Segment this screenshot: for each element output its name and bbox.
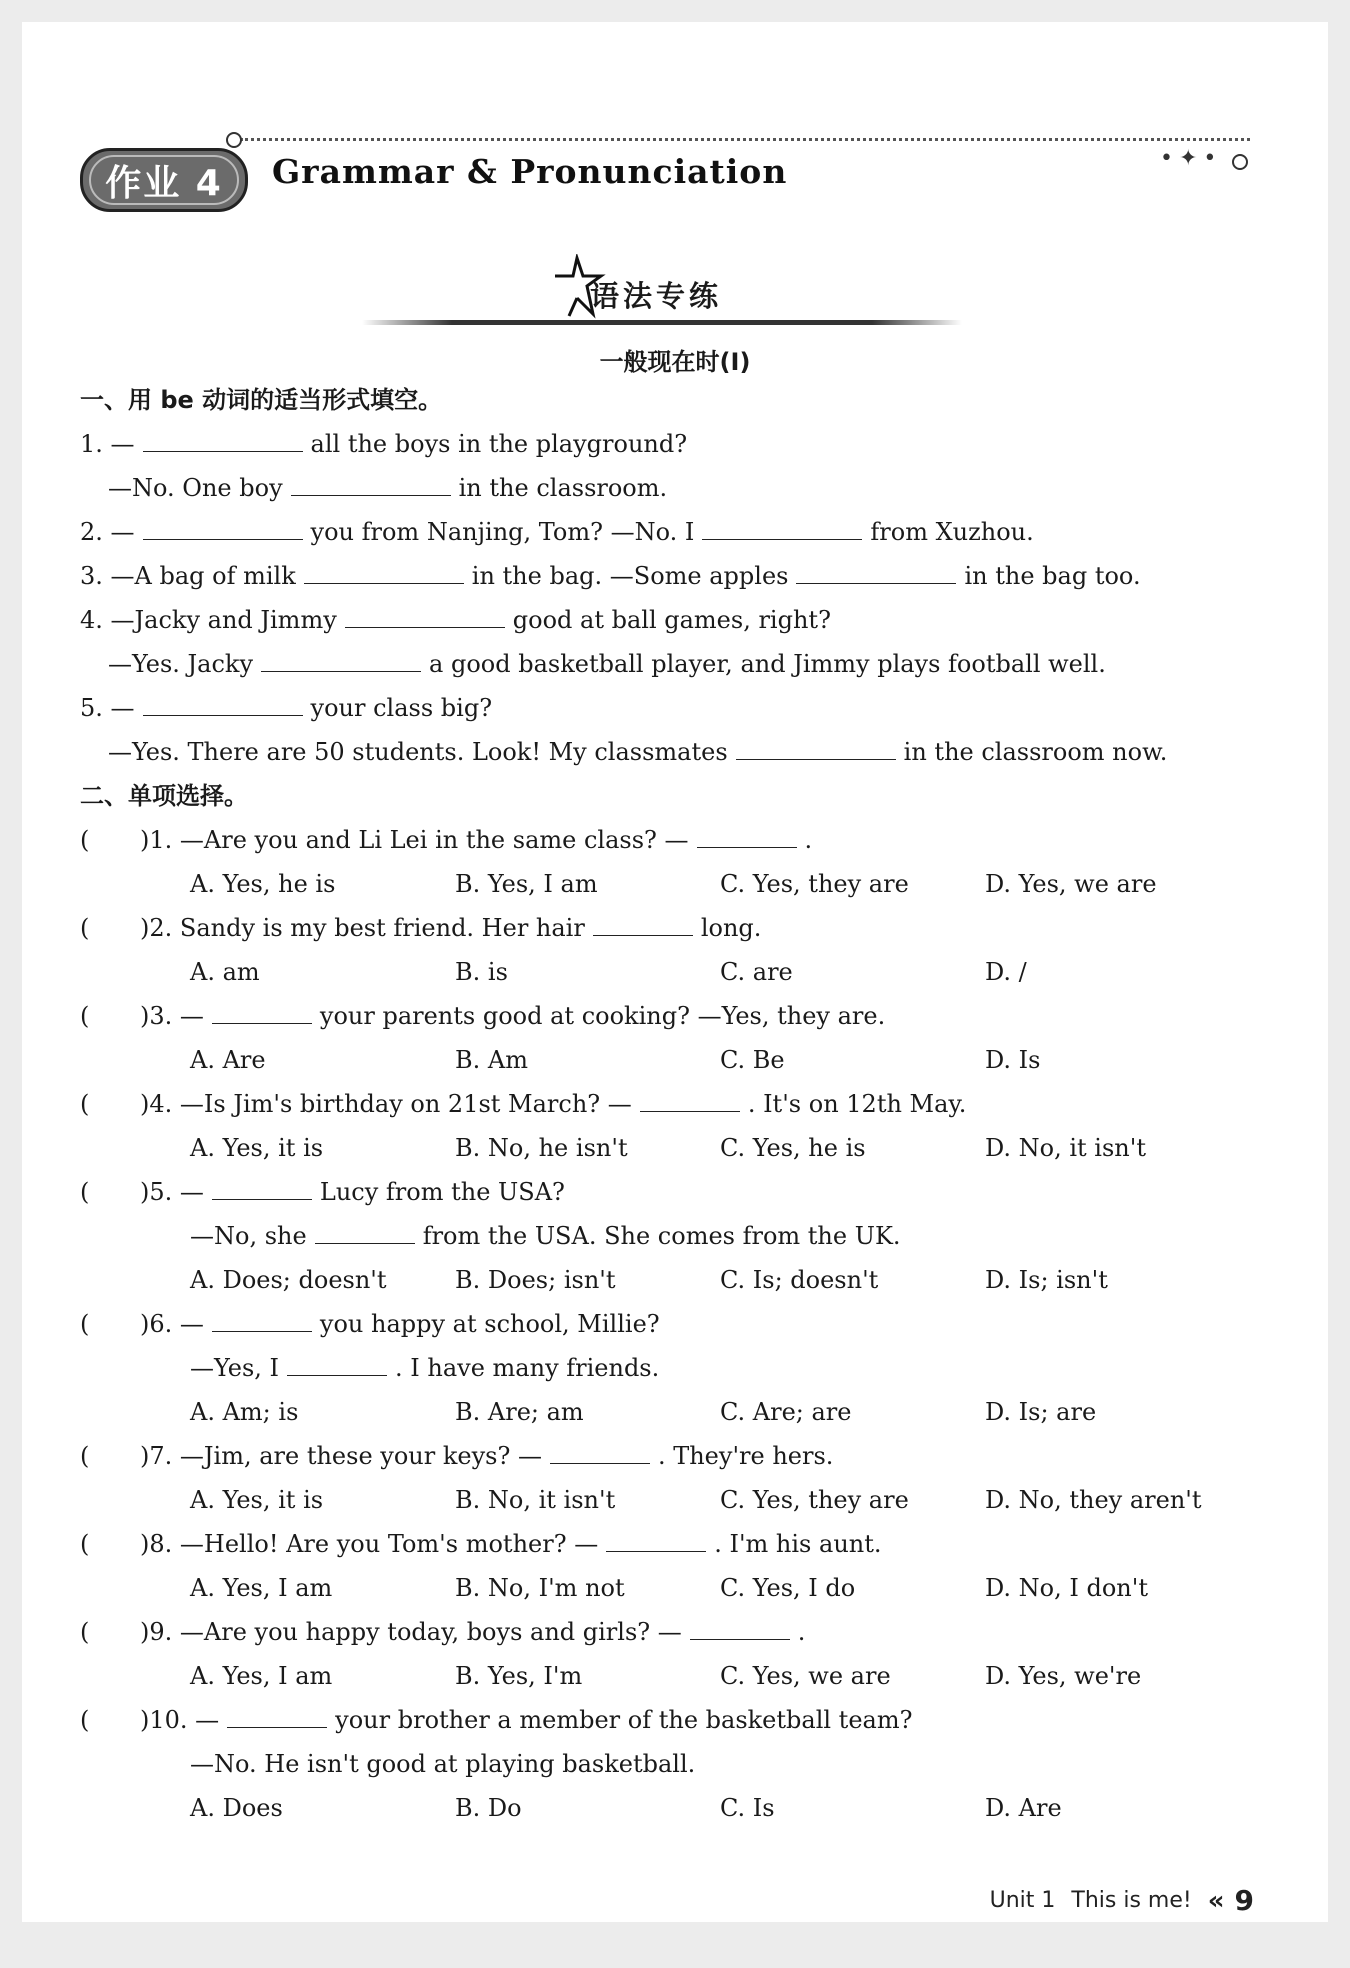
- option-a[interactable]: A. Does; doesn't: [190, 1266, 387, 1294]
- q-text: from Xuzhou.: [870, 518, 1034, 546]
- option-c[interactable]: C. Yes, we are: [720, 1662, 891, 1690]
- answer-blank[interactable]: [690, 1615, 790, 1640]
- option-d[interactable]: D. Are: [985, 1794, 1062, 1822]
- question-followup: [80, 1346, 1280, 1390]
- ring-icon: [1232, 154, 1248, 170]
- mcq-question: [80, 1082, 1280, 1126]
- option-b[interactable]: B. No, I'm not: [455, 1574, 625, 1602]
- options-row: [80, 862, 1280, 906]
- option-a[interactable]: A. am: [190, 958, 260, 986]
- assignment-badge: [80, 148, 248, 212]
- q-text: in the classroom.: [458, 474, 668, 502]
- answer-blank[interactable]: [702, 515, 862, 540]
- header-dotted-line: [240, 138, 1250, 141]
- q-text: 2. —: [80, 518, 135, 546]
- option-b[interactable]: B. Do: [455, 1794, 522, 1822]
- q-text: 3. —A bag of milk: [80, 562, 296, 590]
- answer-blank[interactable]: [291, 471, 451, 496]
- p1-q5-line2: [80, 730, 1280, 774]
- option-b[interactable]: B. Yes, I'm: [455, 1662, 583, 1690]
- option-c[interactable]: C. Are; are: [720, 1398, 852, 1426]
- mcq-question: [80, 1698, 1280, 1742]
- q-text: 1. —: [80, 430, 135, 458]
- q-text: —No. One boy: [108, 474, 283, 502]
- option-d[interactable]: D. Is; isn't: [985, 1266, 1108, 1294]
- answer-blank[interactable]: [315, 1219, 415, 1244]
- option-a[interactable]: A. Yes, I am: [190, 1574, 333, 1602]
- mcq-question: [80, 906, 1280, 950]
- answer-paren[interactable]: (: [80, 1178, 90, 1206]
- part1-heading: 一、用 be 动词的适当形式填空。: [80, 386, 443, 414]
- question-text: [140, 818, 812, 862]
- option-d[interactable]: D. No, I don't: [985, 1574, 1148, 1602]
- q-text: )5. —: [140, 1178, 204, 1206]
- question-followup: [80, 1742, 1280, 1786]
- q-text: 4. —Jacky and Jimmy: [80, 606, 337, 634]
- q-text: Lucy from the USA?: [319, 1178, 565, 1206]
- question-text: [140, 1302, 660, 1346]
- q-text: in the bag. —Some apples: [471, 562, 789, 590]
- option-b[interactable]: B. Are; am: [455, 1398, 584, 1426]
- q-text: long.: [700, 914, 762, 942]
- mcq-question: [80, 818, 1280, 862]
- q-text: .: [797, 1618, 806, 1646]
- option-d[interactable]: D. Is; are: [985, 1398, 1097, 1426]
- option-c[interactable]: C. Yes, they are: [720, 1486, 909, 1514]
- q-text: your brother a member of the basketball team?: [335, 1706, 913, 1734]
- question-text: [140, 906, 761, 950]
- option-a[interactable]: A. Does: [190, 1794, 283, 1822]
- options-row: [80, 1566, 1280, 1610]
- question-text: [140, 994, 885, 1038]
- option-a[interactable]: A. Yes, I am: [190, 1662, 333, 1690]
- option-c[interactable]: C. Is; doesn't: [720, 1266, 879, 1294]
- answer-blank[interactable]: [345, 603, 505, 628]
- q-text: .: [804, 826, 813, 854]
- q-text: . They're hers.: [657, 1442, 834, 1470]
- page-header: [80, 118, 1270, 218]
- q-text: )1. —Are you and Li Lei in the same class? —: [140, 826, 689, 854]
- q-text: )6. —: [140, 1310, 204, 1338]
- options-row: [80, 1478, 1280, 1522]
- answer-blank[interactable]: [143, 691, 303, 716]
- option-d[interactable]: D. Is: [985, 1046, 1041, 1074]
- q-text: in the bag too.: [964, 562, 1141, 590]
- p1-q1-line1: [80, 422, 1280, 466]
- option-a[interactable]: A. Are: [190, 1046, 266, 1074]
- p1-q2: [80, 510, 1280, 554]
- option-d[interactable]: D. Yes, we're: [985, 1662, 1142, 1690]
- header-title: Grammar & Pronunciation: [272, 152, 788, 191]
- q-text: a good basketball player, and Jimmy plays football well.: [429, 650, 1106, 678]
- answer-paren[interactable]: (: [80, 1530, 90, 1558]
- exercise-content: [80, 378, 1280, 1830]
- answer-blank[interactable]: [227, 1703, 327, 1728]
- option-a[interactable]: A. Yes, it is: [190, 1134, 324, 1162]
- q-text: good at ball games, right?: [512, 606, 831, 634]
- answer-paren[interactable]: (: [80, 1310, 90, 1338]
- q-text: —No. He isn't good at playing basketball.: [190, 1750, 696, 1778]
- question-text: [140, 1082, 966, 1126]
- p1-q4-line1: [80, 598, 1280, 642]
- q-text: )4. —Is Jim's birthday on 21st March? —: [140, 1090, 632, 1118]
- question-followup: [80, 1214, 1280, 1258]
- question-text: [140, 1170, 565, 1214]
- p1-q1-line2: [80, 466, 1280, 510]
- option-c[interactable]: C. are: [720, 958, 793, 986]
- page-number: 9: [1234, 1884, 1254, 1917]
- q-text: . It's on 12th May.: [747, 1090, 967, 1118]
- question-text: [140, 1434, 833, 1478]
- option-b[interactable]: B. No, it isn't: [455, 1486, 616, 1514]
- option-a[interactable]: A. Yes, it is: [190, 1486, 324, 1514]
- q-text: —Yes. There are 50 students. Look! My classmates: [108, 738, 728, 766]
- options-row: [80, 1258, 1280, 1302]
- mcq-question: [80, 1522, 1280, 1566]
- answer-blank[interactable]: [261, 647, 421, 672]
- answer-blank[interactable]: [593, 911, 693, 936]
- part2-heading: 二、单项选择。: [80, 782, 248, 810]
- option-a[interactable]: A. Yes, he is: [190, 870, 336, 898]
- option-a[interactable]: A. Am; is: [190, 1398, 299, 1426]
- p1-q3: [80, 554, 1280, 598]
- answer-blank[interactable]: [287, 1351, 387, 1376]
- answer-blank[interactable]: [143, 427, 303, 452]
- options-row: [80, 1786, 1280, 1830]
- options-row: [80, 950, 1280, 994]
- question-text: [140, 1610, 805, 1654]
- q-text: )3. —: [140, 1002, 204, 1030]
- q-text: your parents good at cooking? —Yes, they are.: [319, 1002, 886, 1030]
- q-text: )9. —Are you happy today, boys and girls? —: [140, 1618, 682, 1646]
- option-c[interactable]: C. Be: [720, 1046, 785, 1074]
- option-c[interactable]: C. Yes, they are: [720, 870, 909, 898]
- option-b[interactable]: B. No, he isn't: [455, 1134, 628, 1162]
- question-text: [140, 1698, 912, 1742]
- option-d[interactable]: D. Yes, we are: [985, 870, 1157, 898]
- q-text: in the classroom now.: [903, 738, 1168, 766]
- option-b[interactable]: B. Does; isn't: [455, 1266, 616, 1294]
- option-b[interactable]: B. Yes, I am: [455, 870, 598, 898]
- answer-blank[interactable]: [736, 735, 896, 760]
- answer-paren[interactable]: (: [80, 826, 90, 854]
- q-text: )7. —Jim, are these your keys? —: [140, 1442, 542, 1470]
- option-c[interactable]: C. Yes, I do: [720, 1574, 856, 1602]
- section-title: 语法专练: [590, 279, 723, 313]
- options-row: [80, 1390, 1280, 1434]
- options-row: [80, 1126, 1280, 1170]
- answer-blank[interactable]: [697, 823, 797, 848]
- page-footer: [990, 1884, 1254, 1917]
- worksheet-page: [22, 22, 1328, 1922]
- sparkle-icon: •✦•: [1160, 146, 1223, 171]
- footer-unit-title: This is me!: [1071, 1888, 1192, 1913]
- chevron-left-icon: «: [1207, 1885, 1219, 1916]
- p1-q5-line1: [80, 686, 1280, 730]
- mcq-question: [80, 994, 1280, 1038]
- option-b[interactable]: B. Am: [455, 1046, 528, 1074]
- option-b[interactable]: B. is: [455, 958, 508, 986]
- answer-blank[interactable]: [212, 1307, 312, 1332]
- answer-blank[interactable]: [640, 1087, 740, 1112]
- option-d[interactable]: D. /: [985, 958, 1027, 986]
- q-text: all the boys in the playground?: [310, 430, 688, 458]
- mcq-question: [80, 1170, 1280, 1214]
- q-text: —Yes, I: [190, 1354, 280, 1382]
- answer-paren[interactable]: (: [80, 1442, 90, 1470]
- answer-blank[interactable]: [212, 1175, 312, 1200]
- footer-unit: Unit 1: [989, 1888, 1056, 1913]
- answer-paren[interactable]: (: [80, 1090, 90, 1118]
- options-row: [80, 1038, 1280, 1082]
- p1-q4-line2: [80, 642, 1280, 686]
- mcq-question: [80, 1434, 1280, 1478]
- mcq-question: [80, 1610, 1280, 1654]
- answer-blank[interactable]: [143, 515, 303, 540]
- answer-blank[interactable]: [606, 1527, 706, 1552]
- option-c[interactable]: C. Yes, he is: [720, 1134, 866, 1162]
- option-d[interactable]: D. No, it isn't: [985, 1134, 1146, 1162]
- q-text: —Yes. Jacky: [108, 650, 254, 678]
- banner-rule: [362, 320, 962, 325]
- answer-blank[interactable]: [304, 559, 464, 584]
- q-text: )10. —: [140, 1706, 220, 1734]
- answer-paren[interactable]: (: [80, 1706, 90, 1734]
- answer-paren[interactable]: (: [80, 1002, 90, 1030]
- q-text: —No, she: [190, 1222, 307, 1250]
- q-text: your class big?: [310, 694, 493, 722]
- question-text: [140, 1522, 882, 1566]
- q-text: 5. —: [80, 694, 135, 722]
- answer-blank[interactable]: [796, 559, 956, 584]
- mcq-question: [80, 1302, 1280, 1346]
- ring-icon: [226, 132, 242, 148]
- option-d[interactable]: D. No, they aren't: [985, 1486, 1202, 1514]
- answer-blank[interactable]: [550, 1439, 650, 1464]
- q-text: )8. —Hello! Are you Tom's mother? —: [140, 1530, 599, 1558]
- q-text: you from Nanjing, Tom? —No. I: [310, 518, 695, 546]
- section-subtitle: 一般现在时(Ⅰ): [599, 348, 751, 376]
- option-c[interactable]: C. Is: [720, 1794, 775, 1822]
- answer-blank[interactable]: [212, 999, 312, 1024]
- q-text: . I have many friends.: [395, 1354, 660, 1382]
- section-banner: [362, 250, 962, 330]
- assignment-badge-label: 作业 4: [105, 162, 223, 204]
- q-text: . I'm his aunt.: [714, 1530, 882, 1558]
- options-row: [80, 1654, 1280, 1698]
- answer-paren[interactable]: (: [80, 1618, 90, 1646]
- q-text: from the USA. She comes from the UK.: [422, 1222, 901, 1250]
- q-text: you happy at school, Millie?: [319, 1310, 660, 1338]
- answer-paren[interactable]: (: [80, 914, 90, 942]
- q-text: )2. Sandy is my best friend. Her hair: [140, 914, 585, 942]
